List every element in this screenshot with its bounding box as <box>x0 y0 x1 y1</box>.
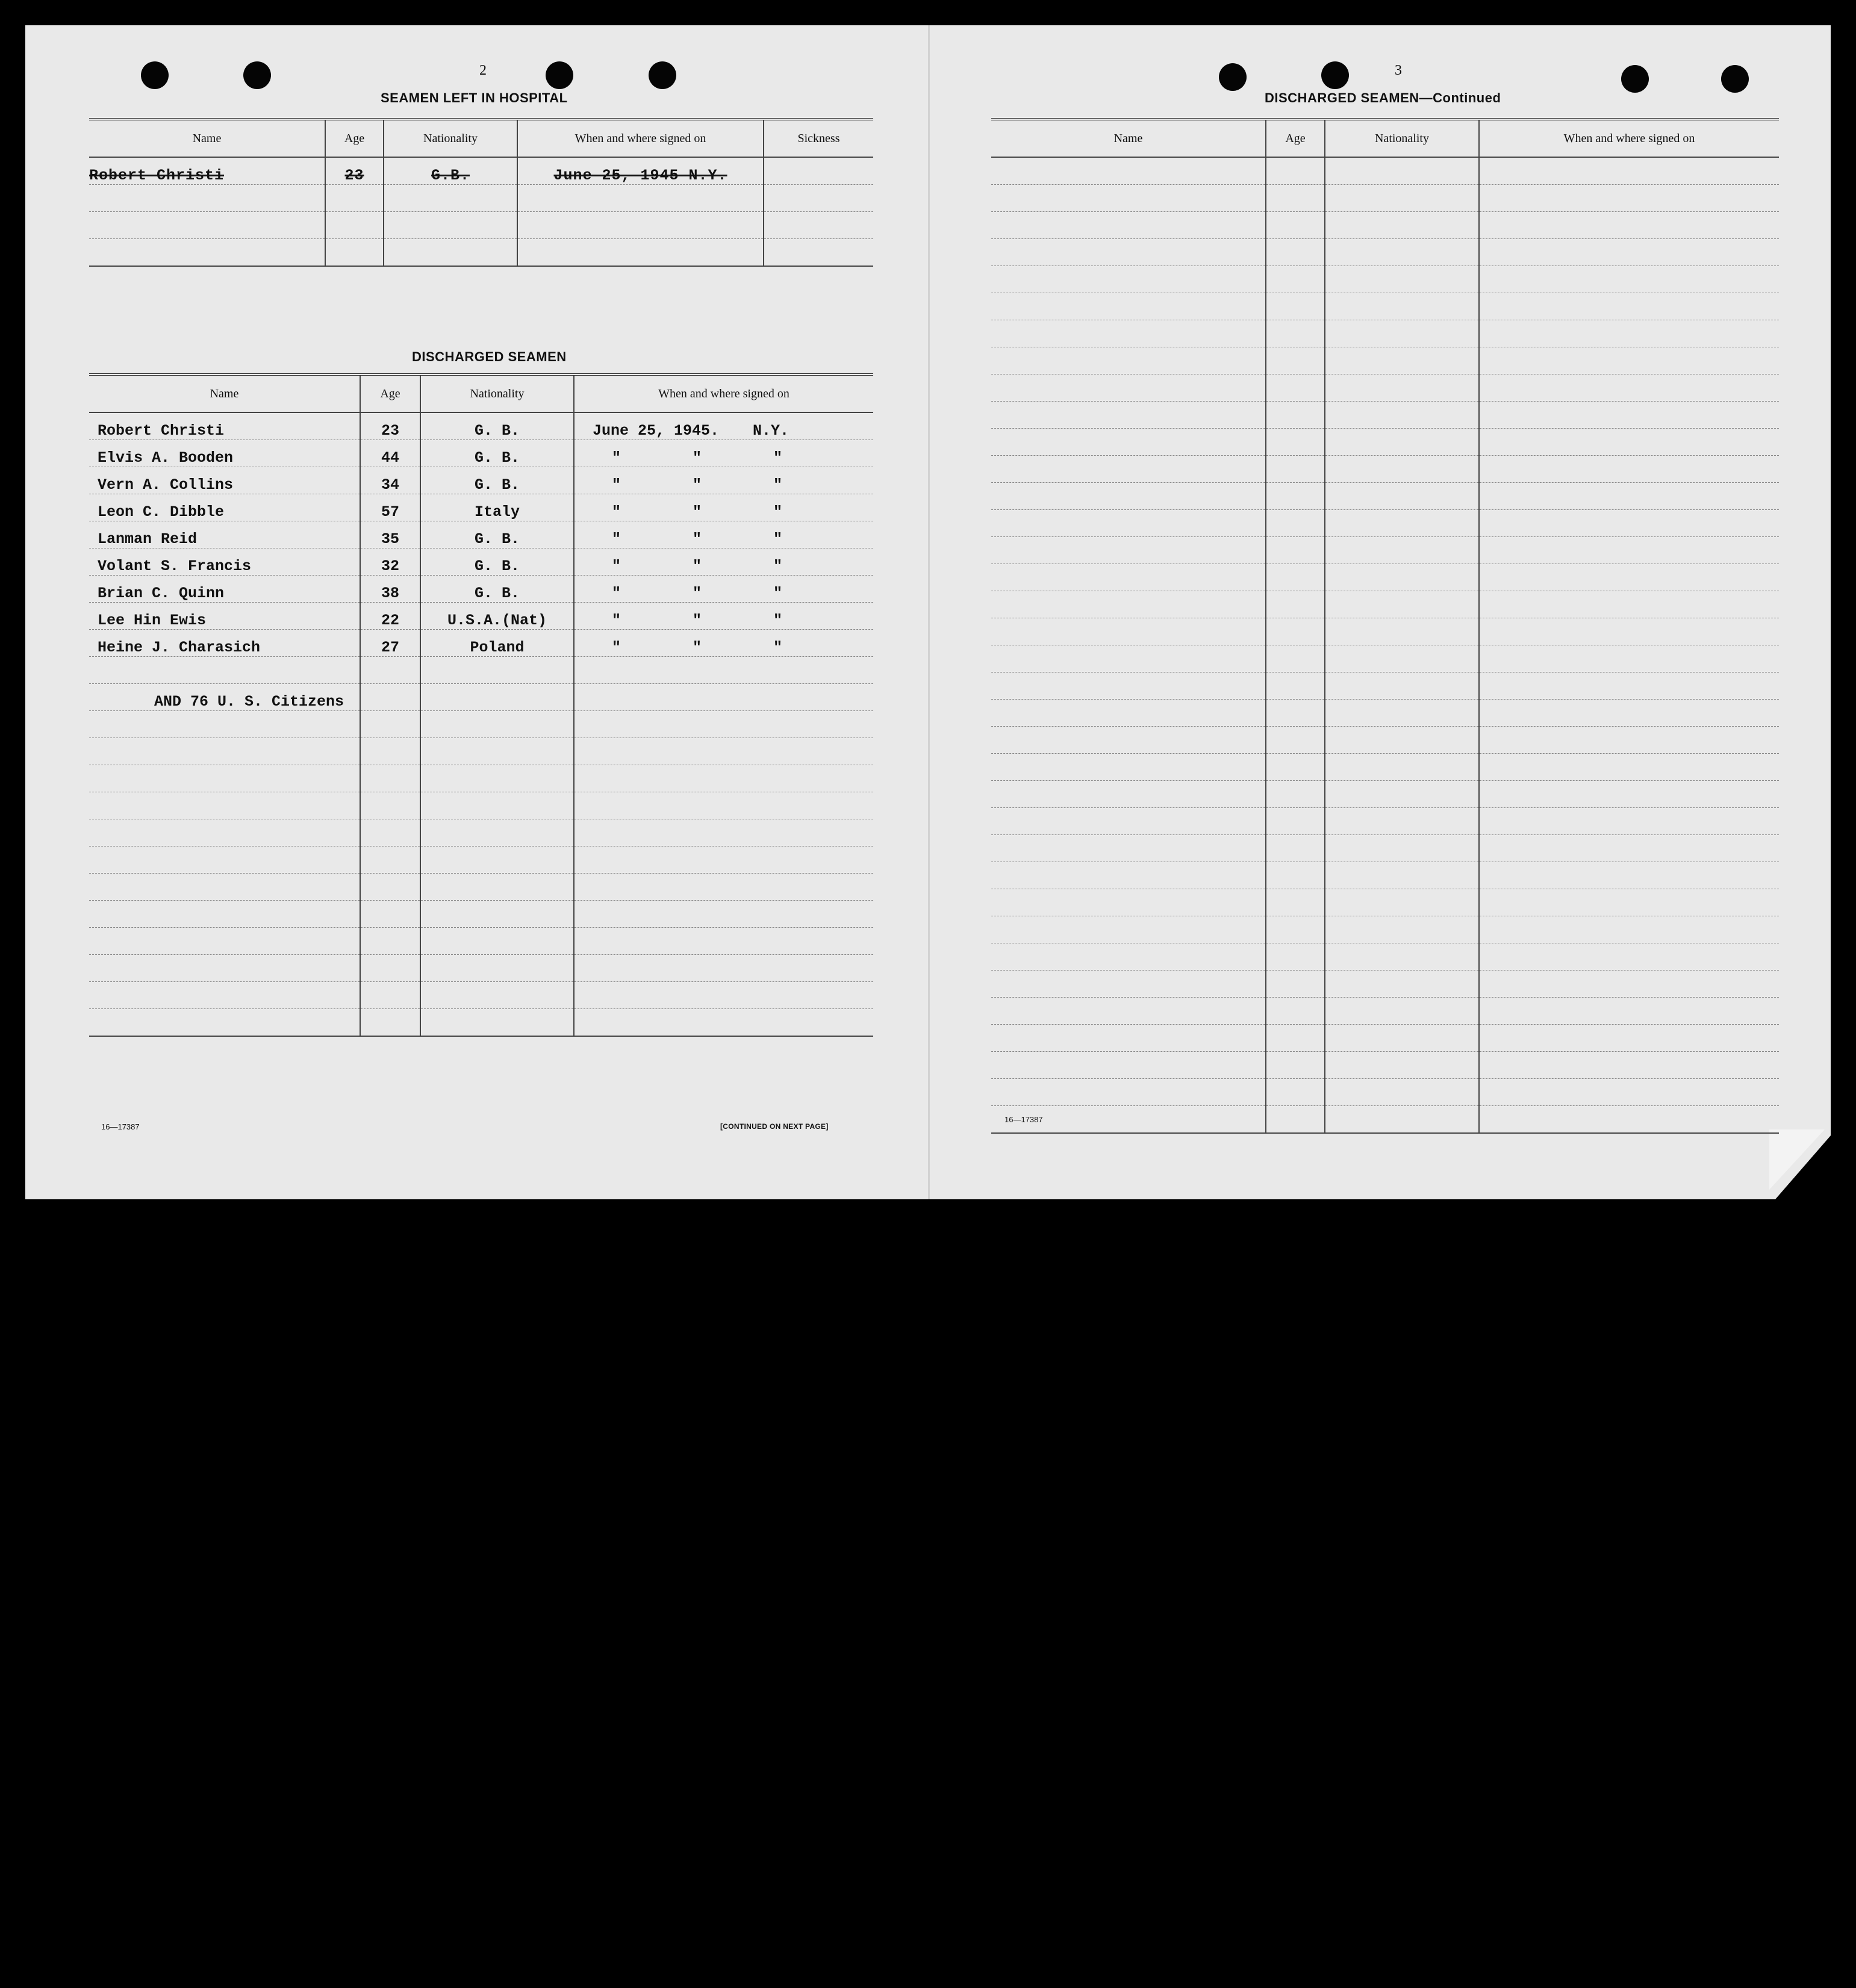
col-header-age: Age <box>360 374 420 412</box>
col-header-name: Name <box>89 374 360 412</box>
col-header-signed-on: When and where signed on <box>517 119 764 157</box>
table-row <box>991 591 1779 618</box>
table-row <box>89 982 873 1009</box>
seaman-name: Robert Christi <box>89 412 360 440</box>
table-row <box>991 727 1779 754</box>
table-row <box>89 603 873 630</box>
table-row <box>89 576 873 603</box>
table-row <box>991 456 1779 483</box>
table-row <box>89 185 873 212</box>
table-row <box>991 374 1779 402</box>
page-number: 3 <box>1395 63 1402 78</box>
discharged-table <box>89 373 873 1037</box>
struck-age: 23 <box>325 157 384 185</box>
col-header-nationality: Nationality <box>420 374 574 412</box>
seaman-age: 57 <box>360 494 420 521</box>
table-row <box>89 548 873 576</box>
table-row <box>991 320 1779 347</box>
seaman-nationality: U.S.A.(Nat) <box>420 603 574 630</box>
col-header-signed-on: When and where signed on <box>1479 119 1779 157</box>
seaman-age: 27 <box>360 630 420 657</box>
seaman-age: 23 <box>360 412 420 440</box>
seaman-nationality: G. B. <box>420 440 574 467</box>
table-row <box>89 874 873 901</box>
seaman-name: Leon C. Dibble <box>89 494 360 521</box>
seaman-signed-on <box>574 412 873 440</box>
table-row <box>89 157 873 185</box>
seaman-nationality: Italy <box>420 494 574 521</box>
table-row <box>991 943 1779 971</box>
table-row <box>991 808 1779 835</box>
table-row <box>89 239 873 267</box>
table-row <box>89 955 873 982</box>
table-row <box>89 412 873 440</box>
seaman-signed-on-ditto: " " " <box>574 440 873 467</box>
table-row <box>991 1106 1779 1134</box>
table-row <box>991 483 1779 510</box>
signed-on-place: N.Y. <box>753 422 789 440</box>
table-row <box>991 862 1779 889</box>
table-row <box>991 618 1779 645</box>
table-row <box>89 212 873 239</box>
table-row <box>991 293 1779 320</box>
punch-hole <box>1721 65 1749 93</box>
table-row <box>89 657 873 684</box>
table-row <box>89 765 873 792</box>
form-number: 16—17387 <box>1004 1115 1043 1124</box>
table-row <box>991 239 1779 266</box>
col-header-name: Name <box>991 119 1266 157</box>
punch-hole <box>649 61 676 89</box>
seaman-name: Vern A. Collins <box>89 467 360 494</box>
table-row <box>991 645 1779 673</box>
discharged-continued-table <box>991 118 1779 1134</box>
punch-hole <box>1219 63 1247 91</box>
table-row <box>89 738 873 765</box>
table-row <box>89 684 873 711</box>
seaman-signed-on-ditto: " " " <box>574 630 873 657</box>
punch-hole <box>1621 65 1649 93</box>
form-number: 16—17387 <box>101 1122 140 1131</box>
col-header-age: Age <box>1266 119 1325 157</box>
signed-on-date: June 25, 1945. <box>593 422 720 440</box>
discharged-section-title: DISCHARGED SEAMEN <box>412 349 567 364</box>
seaman-age: 44 <box>360 440 420 467</box>
table-row <box>991 673 1779 700</box>
table-row <box>991 429 1779 456</box>
punch-hole <box>1321 61 1349 89</box>
table-row <box>991 347 1779 374</box>
table-row <box>89 928 873 955</box>
seaman-nationality: G. B. <box>420 412 574 440</box>
seaman-signed-on-ditto: " " " <box>574 494 873 521</box>
col-header-age: Age <box>325 119 384 157</box>
table-row <box>89 846 873 874</box>
table-row <box>991 998 1779 1025</box>
seaman-name: Lee Hin Ewis <box>89 603 360 630</box>
table-row <box>89 467 873 494</box>
seaman-name: Lanman Reid <box>89 521 360 548</box>
table-row <box>991 700 1779 727</box>
seaman-age: 38 <box>360 576 420 603</box>
punch-hole <box>243 61 271 89</box>
table-row <box>991 916 1779 943</box>
seaman-nationality: G. B. <box>420 548 574 576</box>
table-row <box>991 1052 1779 1079</box>
punch-hole <box>546 61 573 89</box>
table-row <box>991 1079 1779 1106</box>
table-row <box>991 510 1779 537</box>
seaman-nationality: G. B. <box>420 467 574 494</box>
struck-name: Robert Christi <box>89 157 325 185</box>
table-row <box>991 971 1779 998</box>
page-number: 2 <box>479 63 487 78</box>
table-row <box>89 711 873 738</box>
table-row <box>991 402 1779 429</box>
table-row <box>89 819 873 846</box>
page-fold <box>928 25 930 1199</box>
table-row <box>991 266 1779 293</box>
col-header-nationality: Nationality <box>1325 119 1479 157</box>
col-header-signed-on: When and where signed on <box>574 374 873 412</box>
table-row <box>89 901 873 928</box>
hospital-section-title: SEAMEN LEFT IN HOSPITAL <box>381 90 568 105</box>
table-row <box>991 185 1779 212</box>
seaman-signed-on-ditto: " " " <box>574 521 873 548</box>
table-row <box>991 754 1779 781</box>
seaman-age: 35 <box>360 521 420 548</box>
continued-note: [CONTINUED ON NEXT PAGE] <box>720 1122 829 1131</box>
table-row <box>89 440 873 467</box>
table-row <box>991 537 1779 564</box>
seaman-age: 34 <box>360 467 420 494</box>
table-row <box>89 494 873 521</box>
col-header-sickness: Sickness <box>764 119 873 157</box>
col-header-name: Name <box>89 119 325 157</box>
table-row <box>991 564 1779 591</box>
table-row <box>991 889 1779 916</box>
struck-nationality: G.B. <box>384 157 517 185</box>
citizens-note: AND 76 U. S. Citizens <box>89 684 360 711</box>
seaman-nationality: Poland <box>420 630 574 657</box>
table-row <box>89 521 873 548</box>
table-row <box>991 835 1779 862</box>
hospital-table <box>89 118 873 267</box>
struck-sickness <box>764 157 873 185</box>
table-row <box>89 630 873 657</box>
seaman-name: Heine J. Charasich <box>89 630 360 657</box>
col-header-nationality: Nationality <box>384 119 517 157</box>
table-row <box>89 792 873 819</box>
table-row <box>991 781 1779 808</box>
table-row <box>991 157 1779 185</box>
seaman-name: Elvis A. Booden <box>89 440 360 467</box>
seaman-signed-on-ditto: " " " <box>574 576 873 603</box>
seaman-signed-on-ditto: " " " <box>574 548 873 576</box>
seaman-signed-on-ditto: " " " <box>574 467 873 494</box>
seaman-name: Brian C. Quinn <box>89 576 360 603</box>
seaman-name: Volant S. Francis <box>89 548 360 576</box>
seaman-age: 22 <box>360 603 420 630</box>
discharged-continued-title: DISCHARGED SEAMEN—Continued <box>1265 90 1501 105</box>
punch-hole <box>141 61 169 89</box>
seaman-age: 32 <box>360 548 420 576</box>
seaman-nationality: G. B. <box>420 576 574 603</box>
table-row <box>991 1025 1779 1052</box>
seaman-signed-on-ditto: " " " <box>574 603 873 630</box>
struck-signed-on: June 25, 1945 N.Y. <box>517 157 764 185</box>
table-row <box>991 212 1779 239</box>
seaman-nationality: G. B. <box>420 521 574 548</box>
table-row <box>89 1009 873 1037</box>
